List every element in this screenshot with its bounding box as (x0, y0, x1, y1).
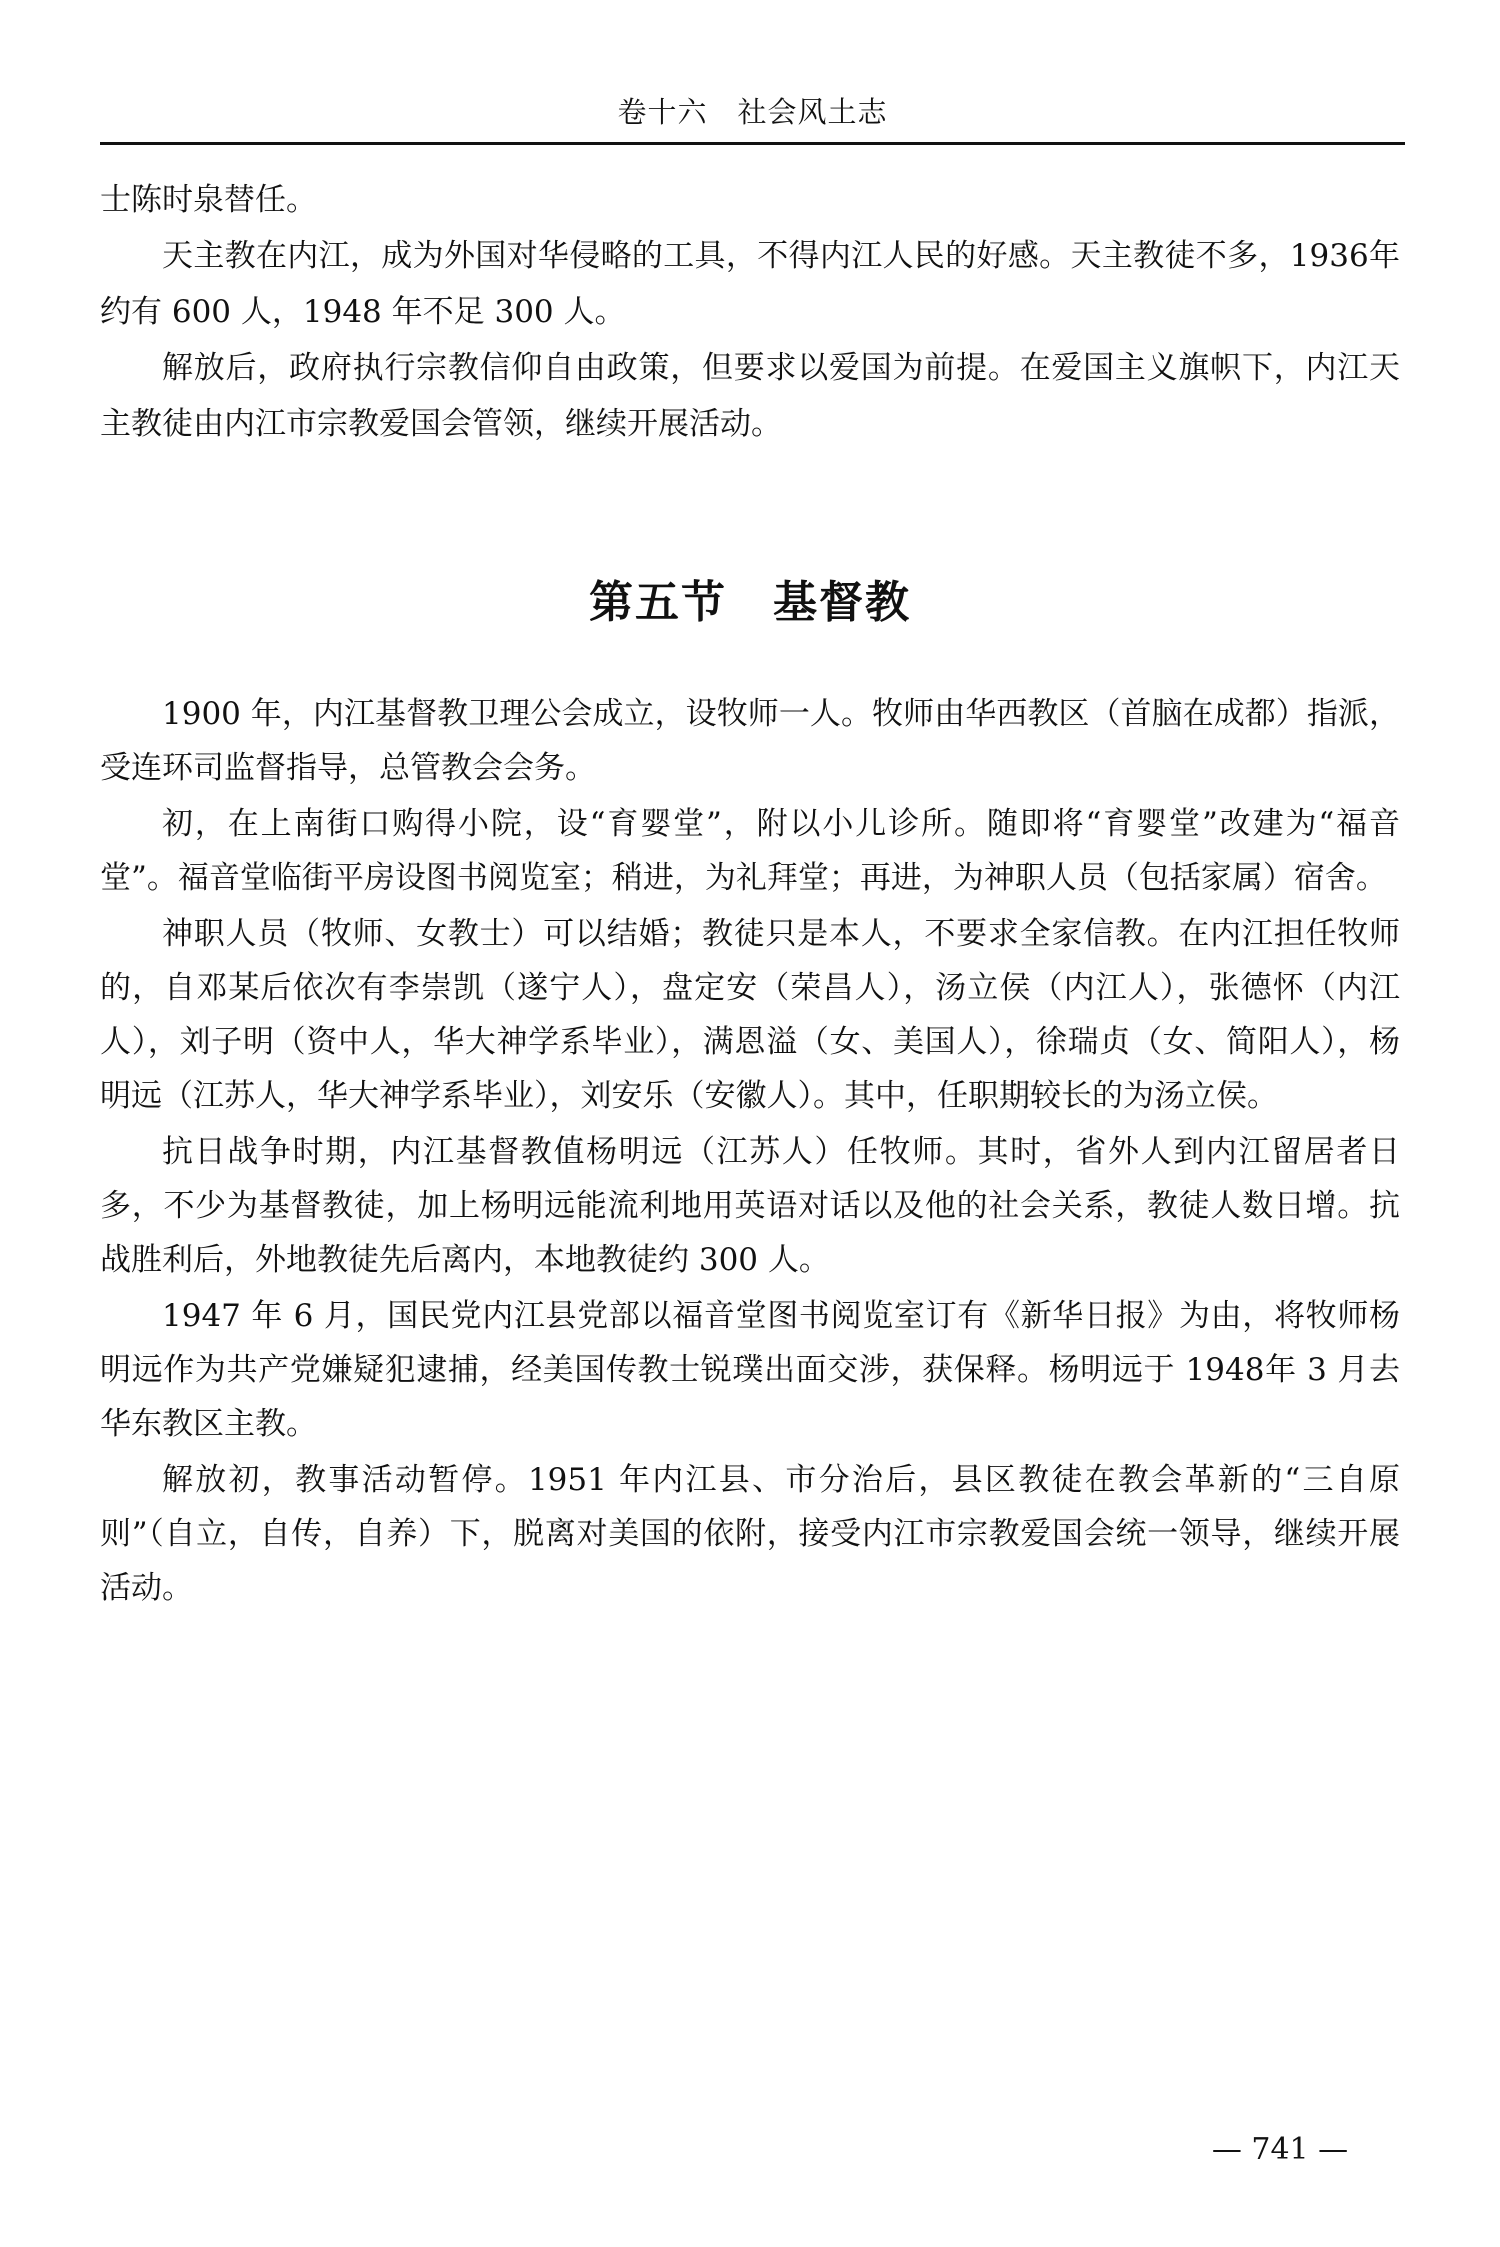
paragraph: 抗日战争时期，内江基督教值杨明远（江苏人）任牧师。其时，省外人到内江留居者日多，不少为基督教徒，加上杨明远能流利地用英语对话以及他的社会关系，教徒人数日增。抗战胜利后，外地教徒先后离内，本地教徒约 300 人。 (100, 1134, 1400, 1278)
section-body (100, 687, 1400, 1617)
paragraph: 神职人员（牧师、女教士）可以结婚；教徒只是本人，不要求全家信教。在内江担任牧师的，自邓某后依次有李崇凯（遂宁人），盘定安（荣昌人），汤立侯（内江人），张德怀（内江人），刘子明（资中人，华大神学系毕业），满恩溢（女、美国人），徐瑞贞（女、简阳人），杨明远（江苏人，华大神学系毕业），刘安乐（安徽人）。其中，任职期较长的为汤立侯。 (100, 916, 1400, 1114)
running-header: 卷十六 社会风土志 (617, 95, 888, 129)
paragraph: 天主教在内江，成为外国对华侵略的工具，不得内江人民的好感。天主教徒不多，1936年约有 600 人，1948 年不足 300 人。 (100, 238, 1400, 330)
paragraph: 1900 年，内江基督教卫理公会成立，设牧师一人。牧师由华西教区（首脑在成都）指派，受连环司监督指导，总管教会会务。 (100, 696, 1400, 786)
continued-text-block (100, 172, 1400, 452)
paragraph: 士陈时泉替任。 (100, 182, 317, 218)
header-rule (100, 142, 1405, 145)
paragraph: 初，在上南街口购得小院，设“育婴堂”，附以小儿诊所。随即将“育婴堂”改建为“福音堂”。福音堂临街平房设图书阅览室；稍进，为礼拜堂；再进，为神职人员（包括家属）宿舍。 (100, 806, 1400, 896)
section-title: 第五节 基督教 (589, 577, 911, 628)
paragraph: 1947 年 6 月，国民党内江县党部以福音堂图书阅览室订有《新华日报》为由，将牧师杨明远作为共产党嫌疑犯逮捕，经美国传教士锐璞出面交涉，获保释。杨明远于 1948年 3 月去华东教区主教。 (100, 1298, 1400, 1442)
page-number: — 741 — (1211, 2132, 1349, 2167)
paragraph: 解放初，教事活动暂停。1951 年内江县、市分治后，县区教徒在教会革新的“三自原则”（自立，自传，自养）下，脱离对美国的依附，接受内江市宗教爱国会统一领导，继续开展活动。 (100, 1462, 1400, 1606)
paragraph: 解放后，政府执行宗教信仰自由政策，但要求以爱国为前提。在爱国主义旗帜下，内江天主教徒由内江市宗教爱国会管领，继续开展活动。 (100, 350, 1400, 442)
